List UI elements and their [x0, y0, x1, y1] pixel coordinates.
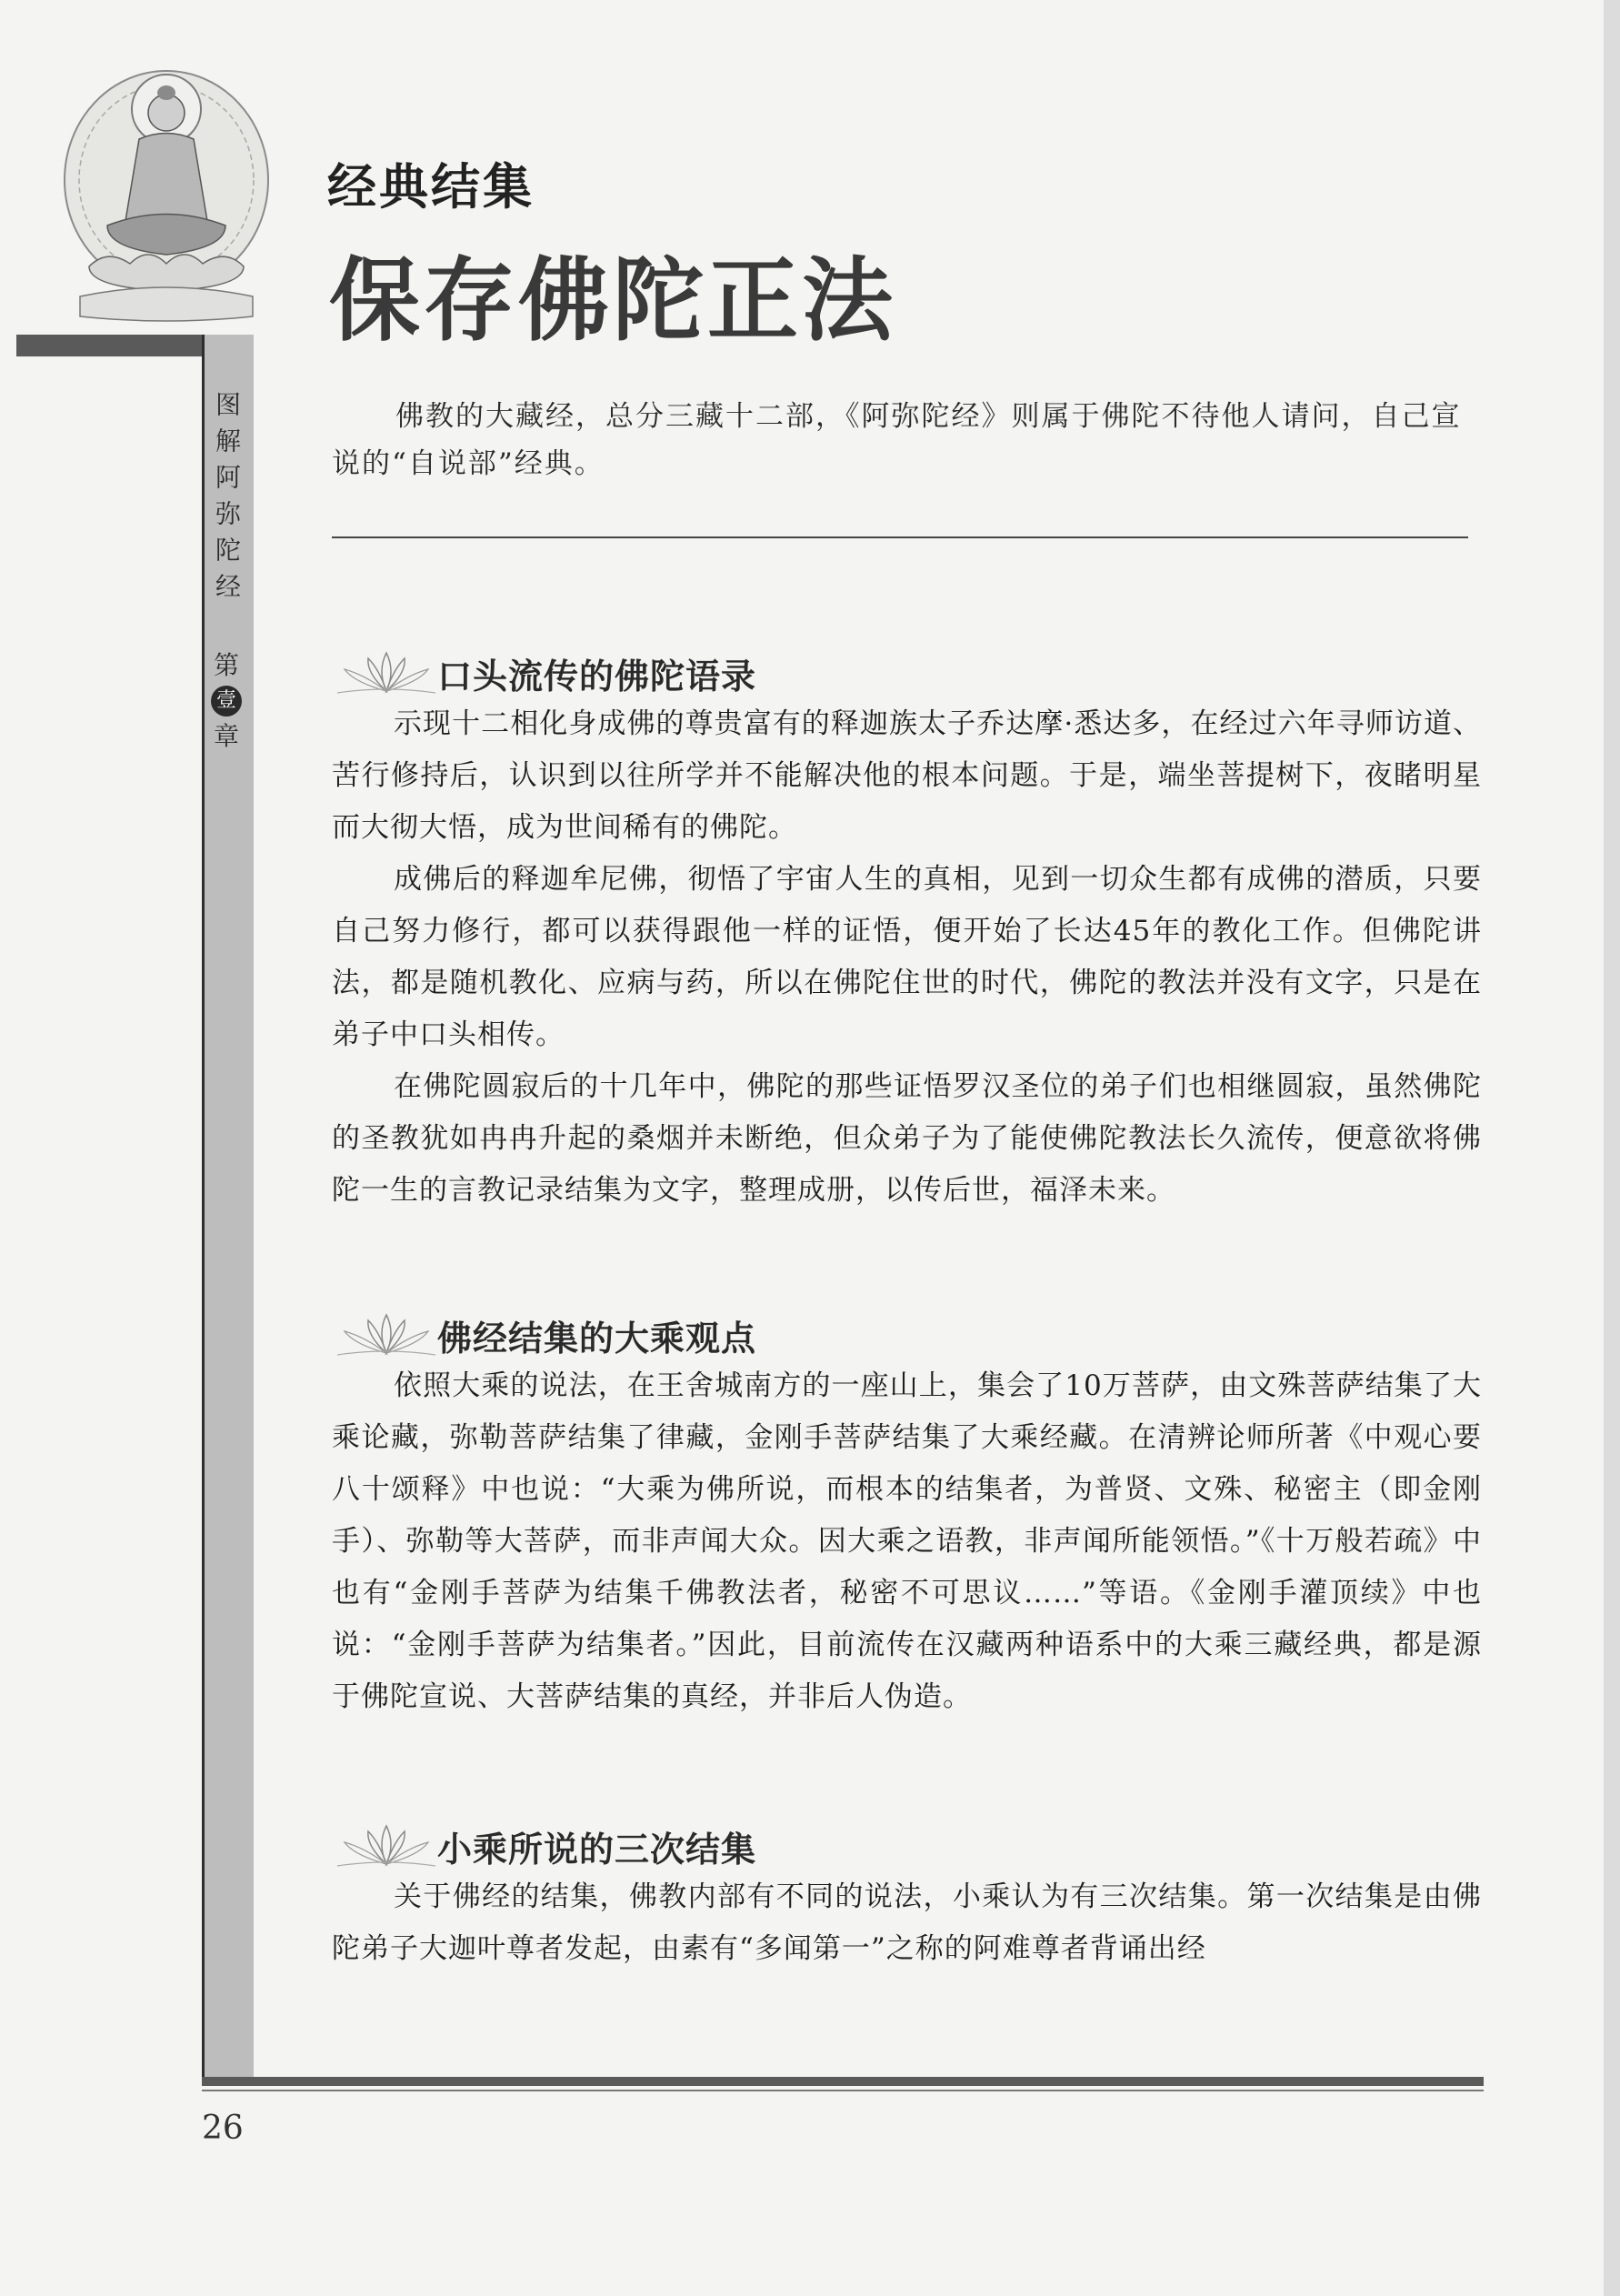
chapter-label: [205, 647, 247, 755]
paragraph: 在佛陀圆寂后的十几年中，佛陀的那些证悟罗汉圣位的弟子们也相继圆寂，虽然佛陀的圣教犹如冉冉升起的桑烟并未断绝，但众弟子为了能使佛陀教法长久流传，便意欲将佛陀一生的言教记录结集为文字，整理成册，以传后世，福泽未来。: [332, 1070, 1482, 1207]
section-heading-1: [332, 647, 756, 698]
section-body-2: [332, 1360, 1482, 1723]
section-heading-text: 口头流传的佛陀语录: [437, 656, 757, 697]
paragraph: 成佛后的释迦牟尼佛，彻悟了宇宙人生的真相，见到一切众生都有成佛的潜质，只要自己努力修行，都可以获得跟他一样的证悟，便开始了长达45年的教化工作。但佛陀讲法，都是随机教化、应病与药，所以在佛陀住世的时代，佛陀的教法并没有文字，只是在弟子中口头相传。: [332, 863, 1482, 1051]
section-body-3: [332, 1871, 1482, 1975]
section-body-1: [332, 698, 1482, 1217]
footer-rule-thin: [202, 2090, 1484, 2091]
footer-rule: [202, 2077, 1484, 2086]
buddha-emblem-icon: [53, 53, 280, 330]
lotus-icon: [332, 1309, 441, 1360]
section-heading-3: [332, 1820, 756, 1871]
sidebar-book-title: 图解阿弥陀经: [212, 391, 242, 609]
page-title: 保存佛陀正法: [329, 246, 896, 354]
paragraph: 示现十二相化身成佛的尊贵富有的释迦族太子乔达摩·悉达多，在经过六年寻师访道、苦行修持后，认识到以往所学并不能解决他的根本问题。于是，端坐菩提树下，夜睹明星而大彻大悟，成为世间稀有的佛陀。: [332, 707, 1482, 844]
section-heading-text: 佛经结集的大乘观点: [437, 1318, 757, 1359]
chapter-prefix: 第: [213, 650, 239, 680]
lotus-icon: [332, 1820, 441, 1871]
section-subtitle: 经典结集: [327, 157, 535, 216]
paragraph: 关于佛经的结集，佛教内部有不同的说法，小乘认为有三次结集。第一次结集是由佛陀弟子大迦叶尊者发起，由素有“多闻第一”之称的阿难尊者背诵出经: [332, 1880, 1482, 1965]
page-number: 26: [202, 2110, 244, 2147]
section-heading-2: [332, 1309, 756, 1360]
lotus-icon: [332, 647, 441, 698]
divider: [332, 536, 1468, 538]
intro-paragraph: 佛教的大藏经，总分三藏十二部，《阿弥陀经》则属于佛陀不待他人请问，自己宣说的“自说部”经典。: [332, 400, 1462, 480]
chapter-suffix: 章: [213, 721, 239, 751]
paragraph: 依照大乘的说法，在王舍城南方的一座山上，集会了10万菩萨，由文殊菩萨结集了大乘论藏，弥勒菩萨结集了律藏，金刚手菩萨结集了大乘经藏。在清辨论师所著《中观心要八十颂释》中也说：“大乘为佛所说，而根本的结集者，为普贤、文殊、秘密主（即金刚手）、弥勒等大菩萨，而非声闻大众。因大乘之语教，非声闻所能领悟。”《十万般若疏》中也有“金刚手菩萨为结集千佛教法者，秘密不可思议……”等语。《金刚手灌顶续》中也说：“金刚手菩萨为结集者。”因此，目前流传在汉藏两种语系中的大乘三藏经典，都是源于佛陀宣说、大菩萨结集的真经，并非后人伪造。: [332, 1369, 1482, 1713]
chapter-number-badge: 壹: [211, 686, 242, 717]
section-heading-text: 小乘所说的三次结集: [437, 1829, 757, 1870]
page-edge: [1604, 0, 1620, 2296]
